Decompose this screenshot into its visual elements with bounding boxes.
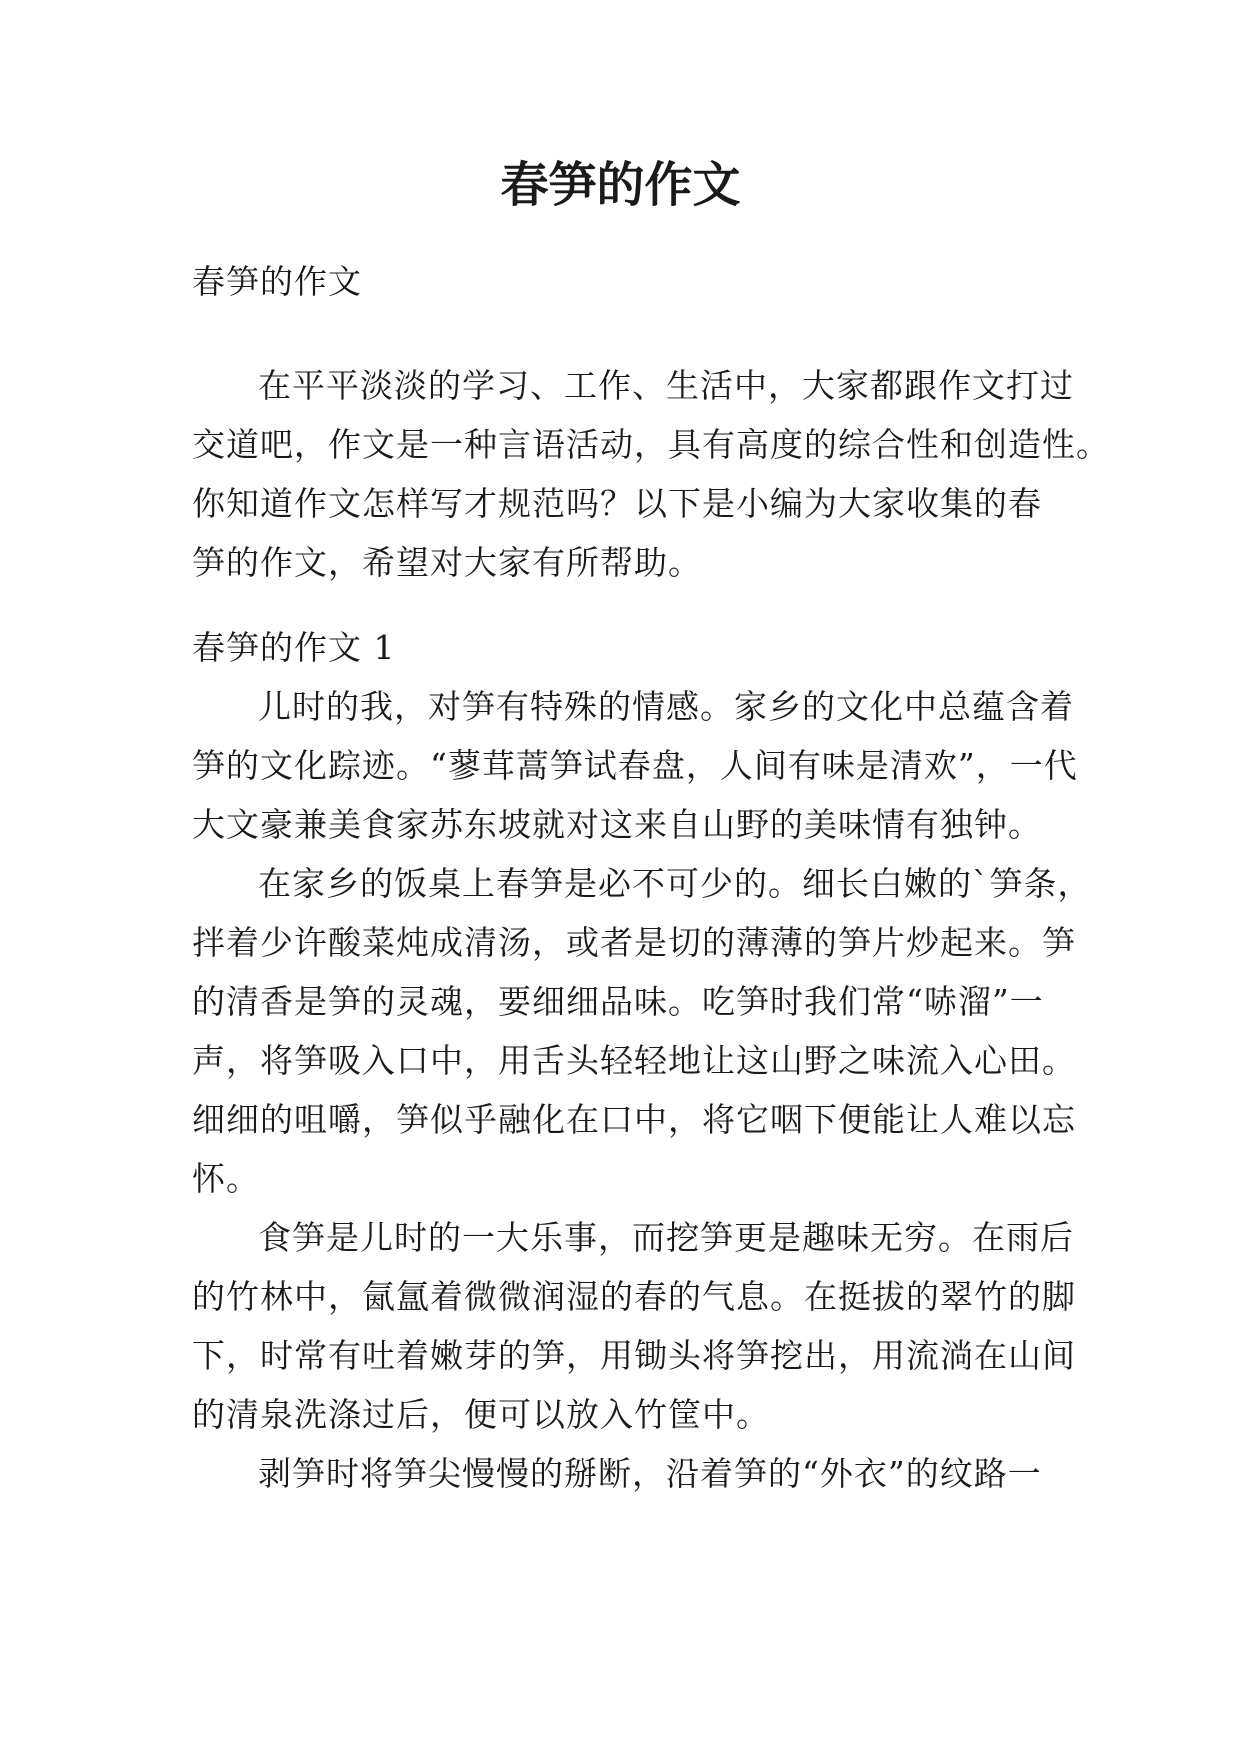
intro-line: 交道吧，作文是一种言语活动，具有高度的综合性和创造性。 xyxy=(192,425,1110,464)
section-body xyxy=(192,618,1092,1503)
body-line: 剥笋时将笋尖慢慢的掰断，沿着笋的“外衣”的纹路一 xyxy=(258,1454,1042,1493)
body-line: 的清泉洗涤过后，便可以放入竹筐中。 xyxy=(192,1395,770,1434)
intro-line: 你知道作文怎样写才规范吗？以下是小编为大家收集的春 xyxy=(192,484,1042,523)
body-line: 细细的咀嚼，笋似乎融化在口中，将它咽下便能让人难以忘 xyxy=(192,1100,1076,1139)
body-line: 笋的文化踪迹。“蓼茸蒿笋试春盘，人间有味是清欢”，一代 xyxy=(192,746,1078,785)
body-line: 食笋是儿时的一大乐事，而挖笋更是趣味无穷。在雨后 xyxy=(258,1218,1074,1257)
intro-line: 笋的作文，希望对大家有所帮助。 xyxy=(192,543,702,582)
body-line: 儿时的我，对笋有特殊的情感。家乡的文化中总蕴含着 xyxy=(258,687,1074,726)
body-line: 声，将笋吸入口中，用舌头轻轻地让这山野之味流入心田。 xyxy=(192,1041,1076,1080)
document-title: 春笋的作文 xyxy=(500,157,741,213)
body-line: 的竹林中，氤氲着微微润湿的春的气息。在挺拔的翠竹的脚 xyxy=(192,1277,1076,1316)
section-heading: 春笋的作文 1 xyxy=(192,628,396,667)
intro-paragraph xyxy=(192,356,1110,592)
subtitle-block xyxy=(192,252,1062,311)
document-subtitle: 春笋的作文 xyxy=(192,262,362,301)
body-line: 下，时常有吐着嫩芽的笋，用锄头将笋挖出，用流淌在山间 xyxy=(192,1336,1076,1375)
body-line: 的清香是笋的灵魂，要细细品味。吃笋时我们常“哧溜”一 xyxy=(192,982,1044,1021)
body-line: 在家乡的饭桌上春笋是必不可少的。细长白嫩的`笋条， xyxy=(258,864,1092,903)
intro-line: 在平平淡淡的学习、工作、生活中，大家都跟作文打过 xyxy=(258,366,1074,405)
body-line: 大文豪兼美食家苏东坡就对这来自山野的美味情有独钟。 xyxy=(192,805,1042,844)
body-line: 怀。 xyxy=(192,1159,260,1198)
body-line: 拌着少许酸菜炖成清汤，或者是切的薄薄的笋片炒起来。笋 xyxy=(192,923,1076,962)
